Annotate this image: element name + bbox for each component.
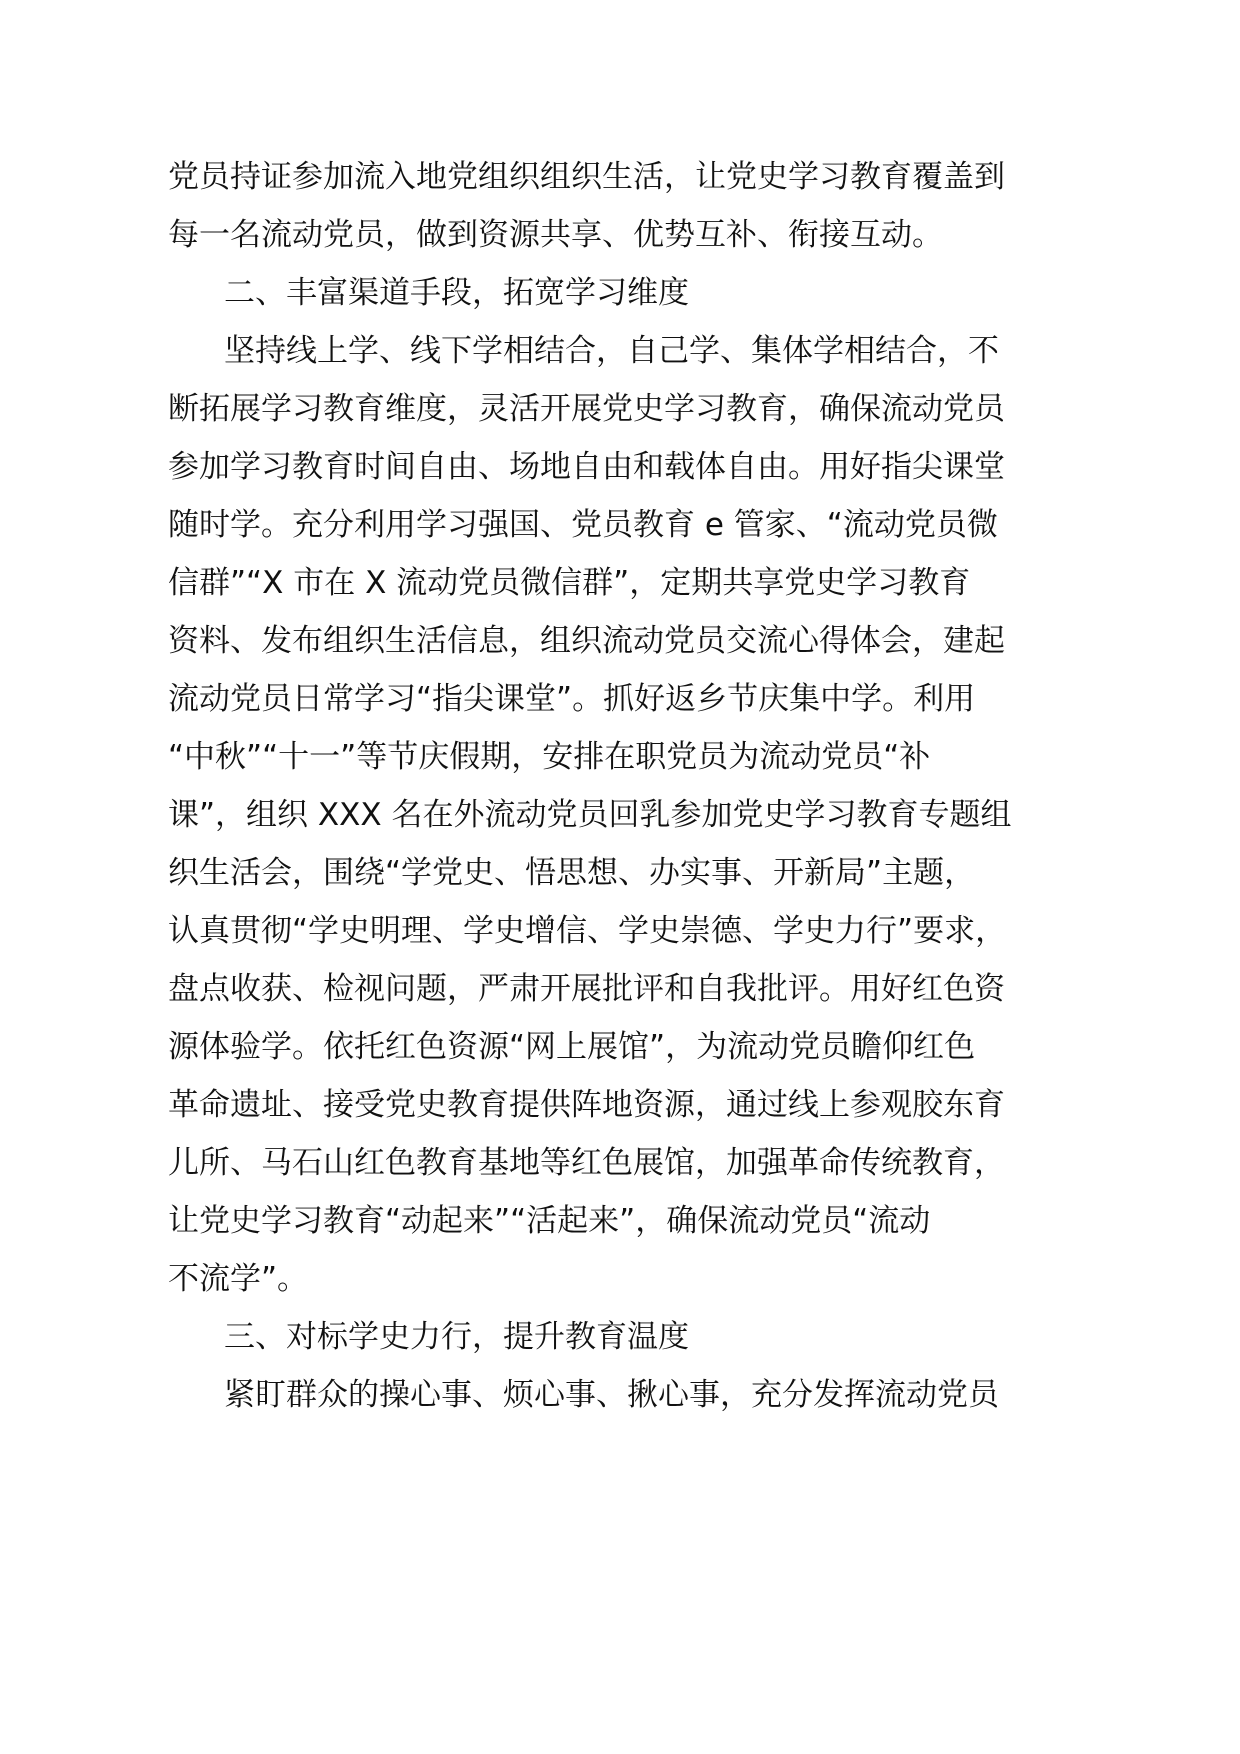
text-line-5: 断拓展学习教育维度，灵活开展党史学习教育，确保流动党员: [168, 391, 1005, 427]
text-line-22: 紧盯群众的操心事、烦心事、揪心事，充分发挥流动党员: [224, 1377, 999, 1413]
text-line-13: 织生活会，围绕“学党史、悟思想、办实事、开新局”主题，: [168, 855, 976, 891]
text-line-10: 流动党员日常学习“指尖课堂”。抓好返乡节庆集中学。利用: [168, 681, 976, 717]
text-line-4: 坚持线上学、线下学相结合，自己学、集体学相结合，不: [224, 333, 999, 369]
text-line-11: “中秋”“十一”等节庆假期，安排在职党员为流动党员“补: [168, 739, 931, 775]
text-line-19: 让党史学习教育“动起来”“活起来”，确保流动党员“流动: [168, 1203, 931, 1239]
text-line-18: 儿所、马石山红色教育基地等红色展馆，加强革命传统教育，: [168, 1145, 1005, 1181]
text-line-2: 每一名流动党员，做到资源共享、优势互补、衔接互动。: [168, 217, 943, 253]
text-line-1: 党员持证参加流入地党组织组织生活，让党史学习教育覆盖到: [168, 159, 1005, 195]
text-line-8: 信群”“X 市在 X 流动党员微信群”，定期共享党史学习教育: [168, 565, 971, 601]
text-line-15: 盘点收获、检视问题，严肃开展批评和自我批评。用好红色资: [168, 971, 1005, 1007]
text-line-17: 革命遗址、接受党史教育提供阵地资源，通过线上参观胶东育: [168, 1087, 1005, 1123]
text-line-16: 源体验学。依托红色资源“网上展馆”，为流动党员瞻仰红色: [168, 1029, 976, 1065]
text-line-12: 课”，组织 XXX 名在外流动党员回乳参加党史学习教育专题组: [168, 797, 1012, 833]
text-line-14: 认真贯彻“学史明理、学史增信、学史崇德、学史力行”要求，: [168, 913, 1007, 949]
section-heading-3: 三、对标学史力行，提升教育温度: [224, 1319, 689, 1355]
text-line-20: 不流学”。: [168, 1261, 309, 1297]
text-line-7: 随时学。充分利用学习强国、党员教育 e 管家、“流动党员微: [168, 507, 998, 543]
text-line-6: 参加学习教育时间自由、场地自由和载体自由。用好指尖课堂: [168, 449, 1005, 485]
text-line-9: 资料、发布组织生活信息，组织流动党员交流心得体会，建起: [168, 623, 1005, 659]
section-heading-2: 二、丰富渠道手段，拓宽学习维度: [224, 275, 689, 311]
